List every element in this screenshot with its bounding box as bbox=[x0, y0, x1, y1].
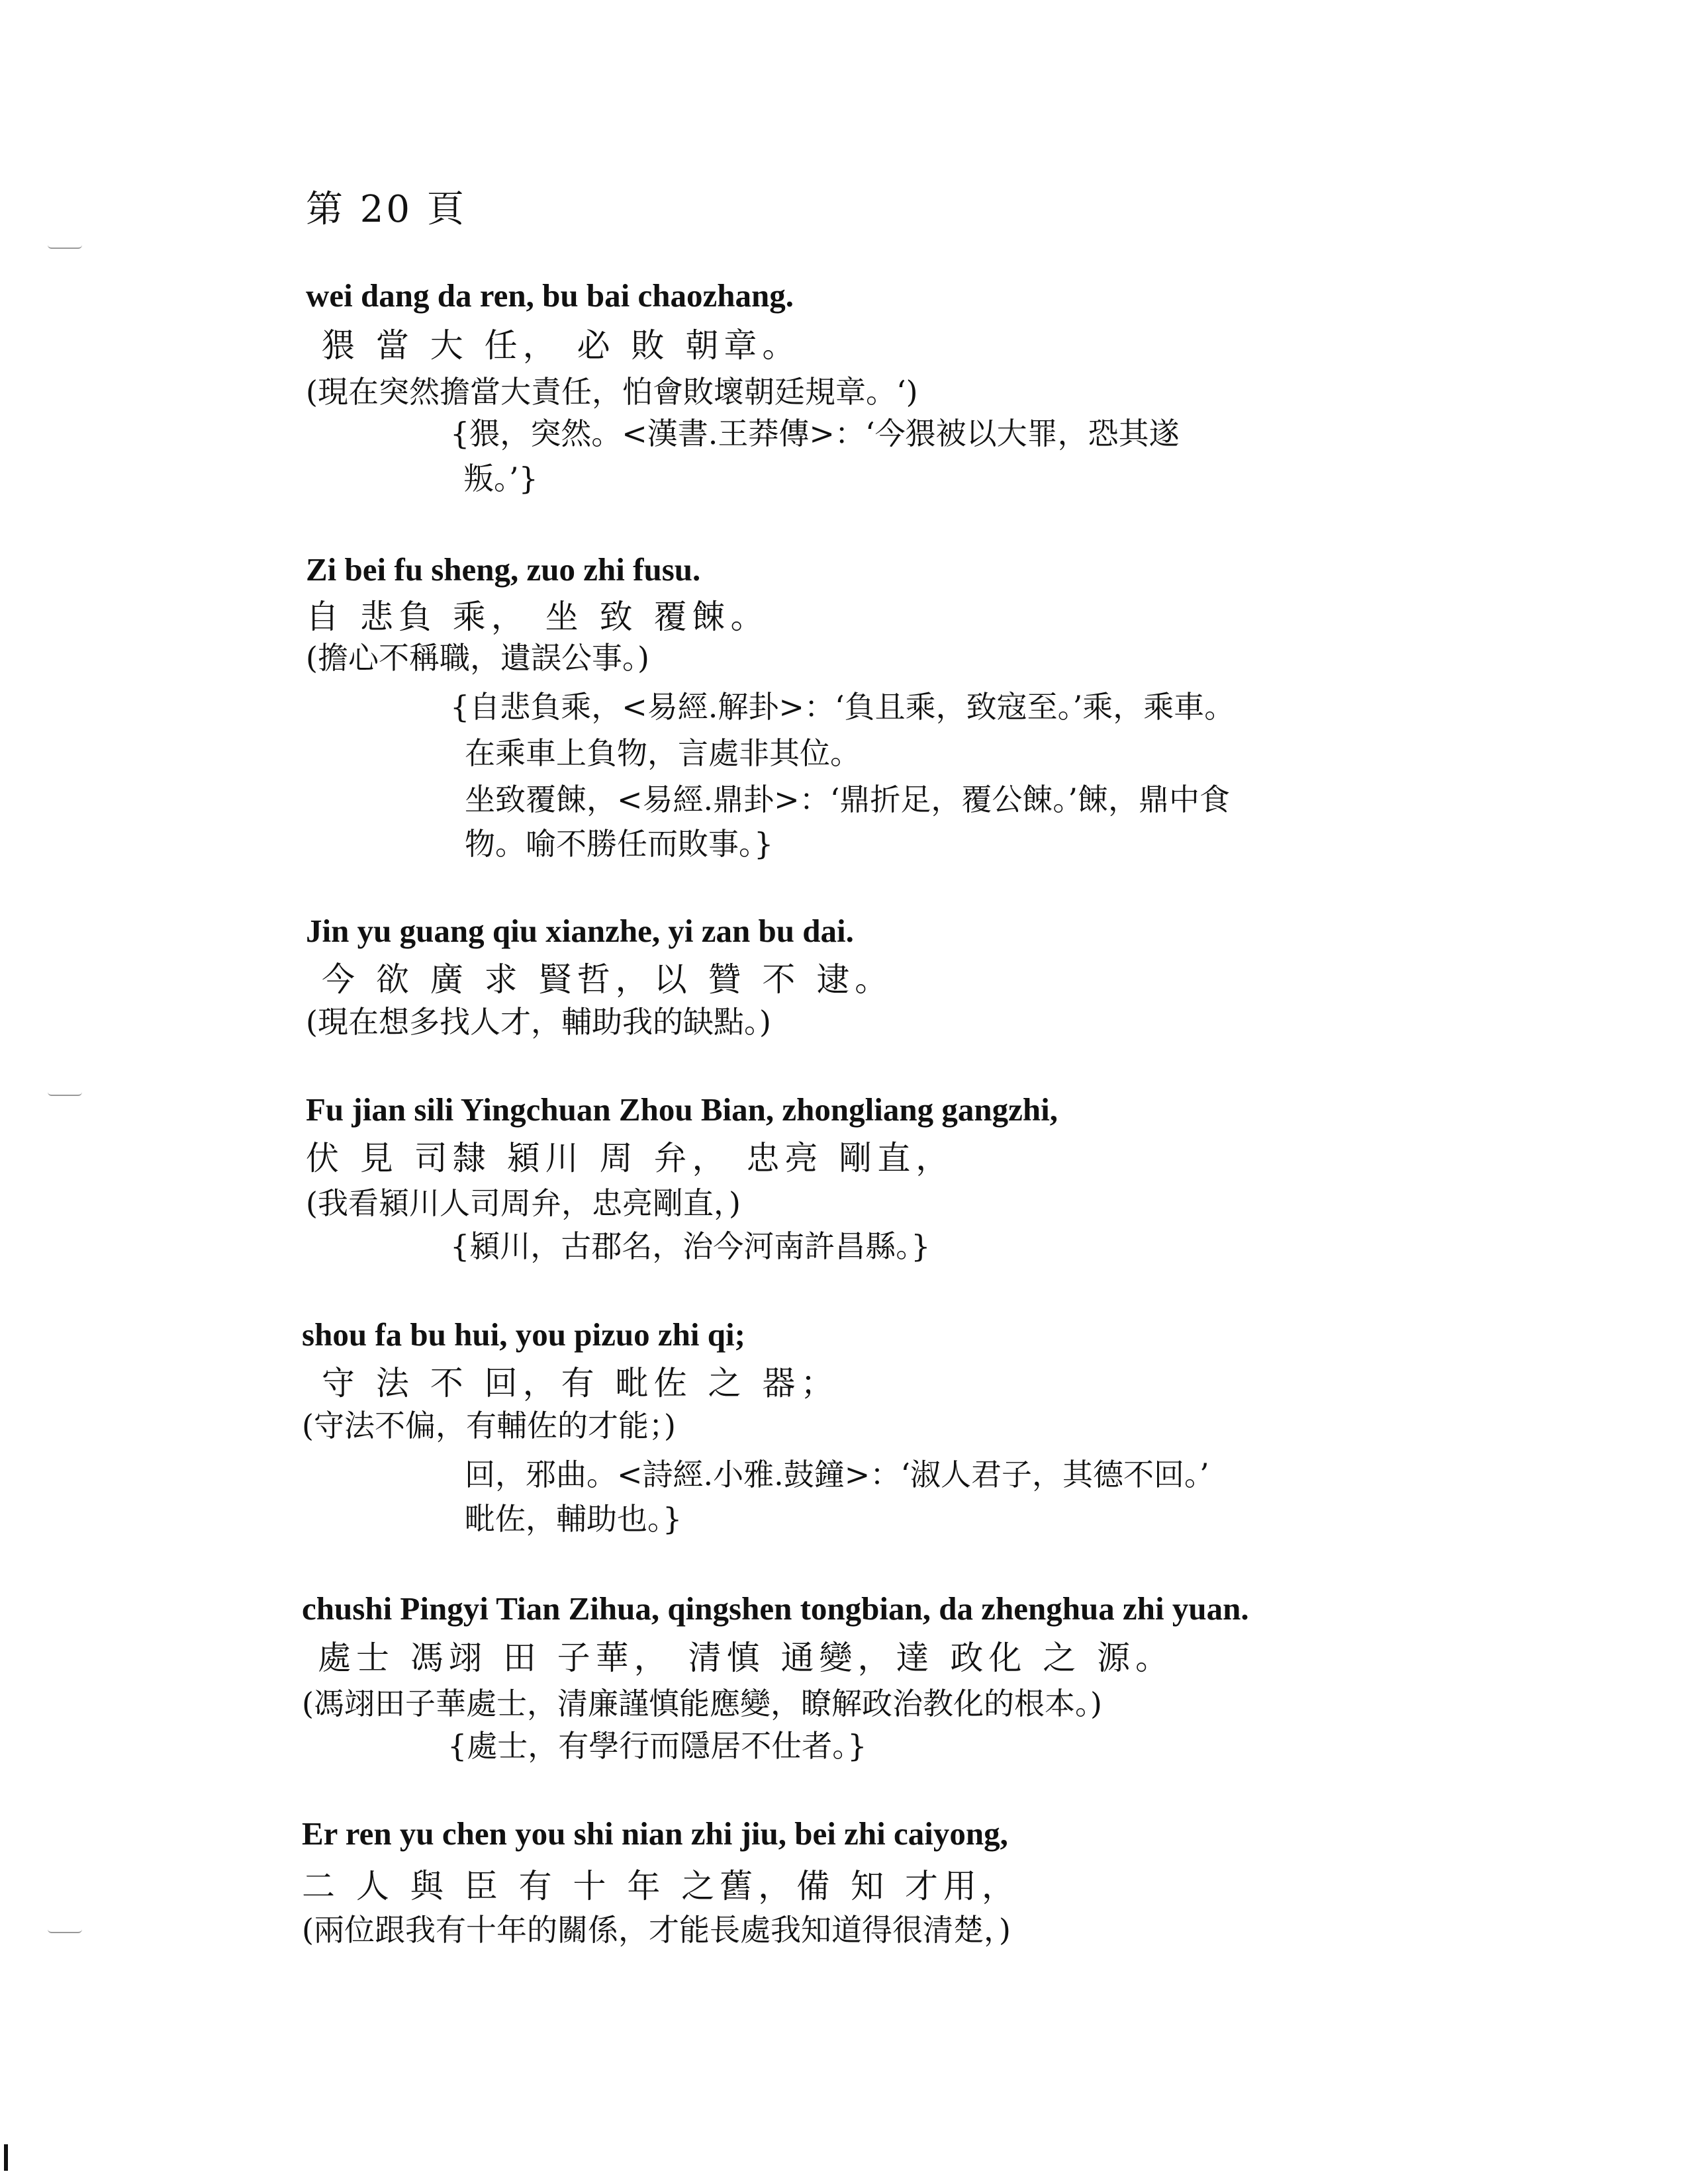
verse-note: 物。喻不勝任而敗事。} bbox=[465, 826, 774, 862]
scan-edge-mark bbox=[4, 2144, 8, 2171]
verse-translation: (兩位跟我有十年的關係，才能長處我知道得很清楚，) bbox=[302, 1912, 1011, 1948]
verse-pinyin: wei dang da ren, bu bai chaozhang. bbox=[306, 277, 794, 314]
verse-translation: (現在想多找人才，輔助我的缺點。) bbox=[306, 1004, 771, 1040]
verse-hanzi: 伏 見 司隸 潁川 周 弁， 忠亮 剛直， bbox=[306, 1139, 955, 1177]
verse-translation: (馮翊田子華處士，清廉謹慎能應變，瞭解政治教化的根本。) bbox=[302, 1686, 1102, 1721]
verse-note: 坐致覆餗，<易經.鼎卦>：‘鼎折足，覆公餗。’餗，鼎中食 bbox=[465, 782, 1230, 817]
verse-note: {處士，有學行而隱居不仕者。} bbox=[447, 1728, 867, 1764]
punch-hole-mark bbox=[48, 1092, 82, 1096]
verse-hanzi: 處士 馮翊 田 子華， 清慎 通變，達 政化 之 源。 bbox=[318, 1639, 1174, 1677]
verse-note: 毗佐，輔助也。} bbox=[465, 1501, 682, 1537]
verse-hanzi: 自 悲負 乘， 坐 致 覆餗。 bbox=[306, 598, 769, 636]
verse-hanzi: 二 人 與 臣 有 十 年 之舊，備 知 才用， bbox=[302, 1867, 1021, 1905]
verse-pinyin: chushi Pingyi Tian Zihua, qingshen tongbian, da zhenghua zhi yuan. bbox=[302, 1590, 1249, 1627]
verse-pinyin: Zi bei fu sheng, zuo zhi fusu. bbox=[306, 551, 701, 588]
verse-note: 叛。’} bbox=[463, 461, 538, 496]
verse-pinyin: Jin yu guang qiu xianzhe, yi zan bu dai. bbox=[306, 913, 854, 949]
verse-pinyin: Fu jian sili Yingchuan Zhou Bian, zhongliang gangzhi, bbox=[306, 1091, 1058, 1128]
verse-hanzi: 猥 當 大 任， 必 敗 朝章。 bbox=[322, 326, 801, 365]
verse-note: 回，邪曲。<詩經.小雅.鼓鐘>：‘淑人君子，其德不回。’ bbox=[465, 1457, 1209, 1492]
verse-translation: (守法不偏，有輔佐的才能；) bbox=[302, 1408, 676, 1443]
verse-pinyin: shou fa bu hui, you pizuo zhi qi; bbox=[302, 1316, 745, 1353]
punch-hole-mark bbox=[48, 245, 82, 249]
verse-note: 在乘車上負物，言處非其位。 bbox=[465, 735, 861, 771]
verse-hanzi: 今 欲 廣 求 賢哲，以 贊 不 逮。 bbox=[322, 960, 894, 999]
verse-translation: (現在突然擔當大責任，怕會敗壞朝廷規章。‘) bbox=[306, 374, 918, 410]
punch-hole-mark bbox=[48, 1929, 82, 1933]
verse-pinyin: Er ren yu chen you shi nian zhi jiu, bei zhi caiyong, bbox=[302, 1815, 1008, 1852]
verse-hanzi: 守 法 不 回，有 毗佐 之 器； bbox=[322, 1364, 839, 1402]
verse-note: {潁川，古郡名，治今河南許昌縣。} bbox=[450, 1228, 931, 1264]
verse-note: {猥，突然。<漢書.王莽傳>：‘今猥被以大罪，恐其遂 bbox=[450, 416, 1180, 451]
verse-translation: (擔心不稱職，遺誤公事。) bbox=[306, 640, 649, 676]
page-number: 第 20 頁 bbox=[306, 188, 467, 231]
verse-translation: (我看潁川人司周弁，忠亮剛直，) bbox=[306, 1185, 741, 1221]
verse-note: {自悲負乘，<易經.解卦>：‘負且乘，致寇至。’乘，乘車。 bbox=[450, 689, 1235, 725]
